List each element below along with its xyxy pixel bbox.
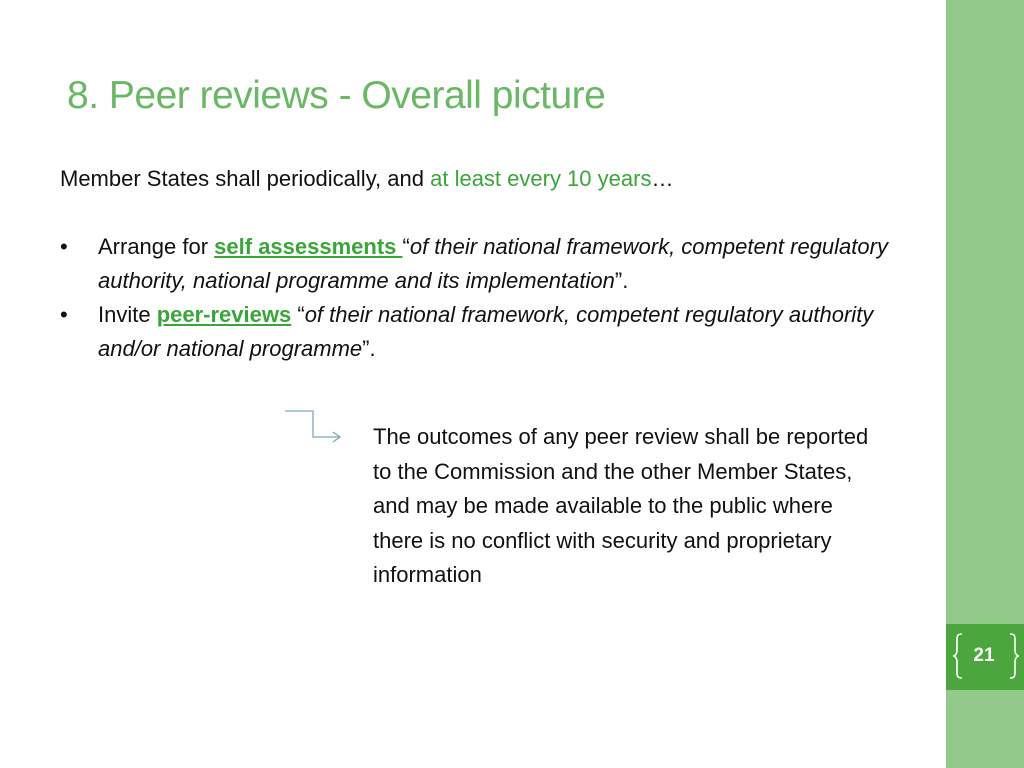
slide-title: 8. Peer reviews - Overall picture: [67, 74, 606, 117]
outcome-text: The outcomes of any peer review shall be reported to the Commission and the other Member States, and may be made available to the public where there is no conflict with security and proprietary information: [373, 424, 869, 587]
page-number: 21: [973, 645, 995, 666]
bullet-open-quote: “: [291, 302, 305, 327]
bullet-close: ”.: [614, 268, 629, 293]
intro-suffix: …: [651, 166, 674, 191]
bullet-item-self-assessments: [60, 230, 930, 298]
intro-highlight: at least every 10 years: [430, 166, 652, 191]
intro-sentence: [60, 164, 920, 194]
bullet-list: [60, 230, 930, 366]
bullet-quote: of their national framework, competent regulatory authority, national programme and its implementation: [98, 234, 888, 293]
intro-prefix: Member States shall periodically, and: [60, 166, 431, 191]
bullet-mark: •: [60, 234, 68, 259]
bullet-quote: of their national framework, competent regulatory authority and/or national programme: [98, 302, 874, 361]
bullet-open-quote: “: [402, 234, 410, 259]
bent-arrow-right-icon: [283, 405, 348, 445]
peer-reviews-keyword: peer-reviews: [156, 302, 292, 327]
self-assessments-keyword: self assessments: [214, 234, 403, 259]
bullet-mark: •: [60, 302, 68, 327]
bullet-lead: Invite: [98, 302, 157, 327]
bullet-close: ”.: [362, 336, 376, 361]
bullet-lead: Arrange for: [98, 234, 215, 259]
bullet-item-peer-reviews: [60, 298, 930, 366]
